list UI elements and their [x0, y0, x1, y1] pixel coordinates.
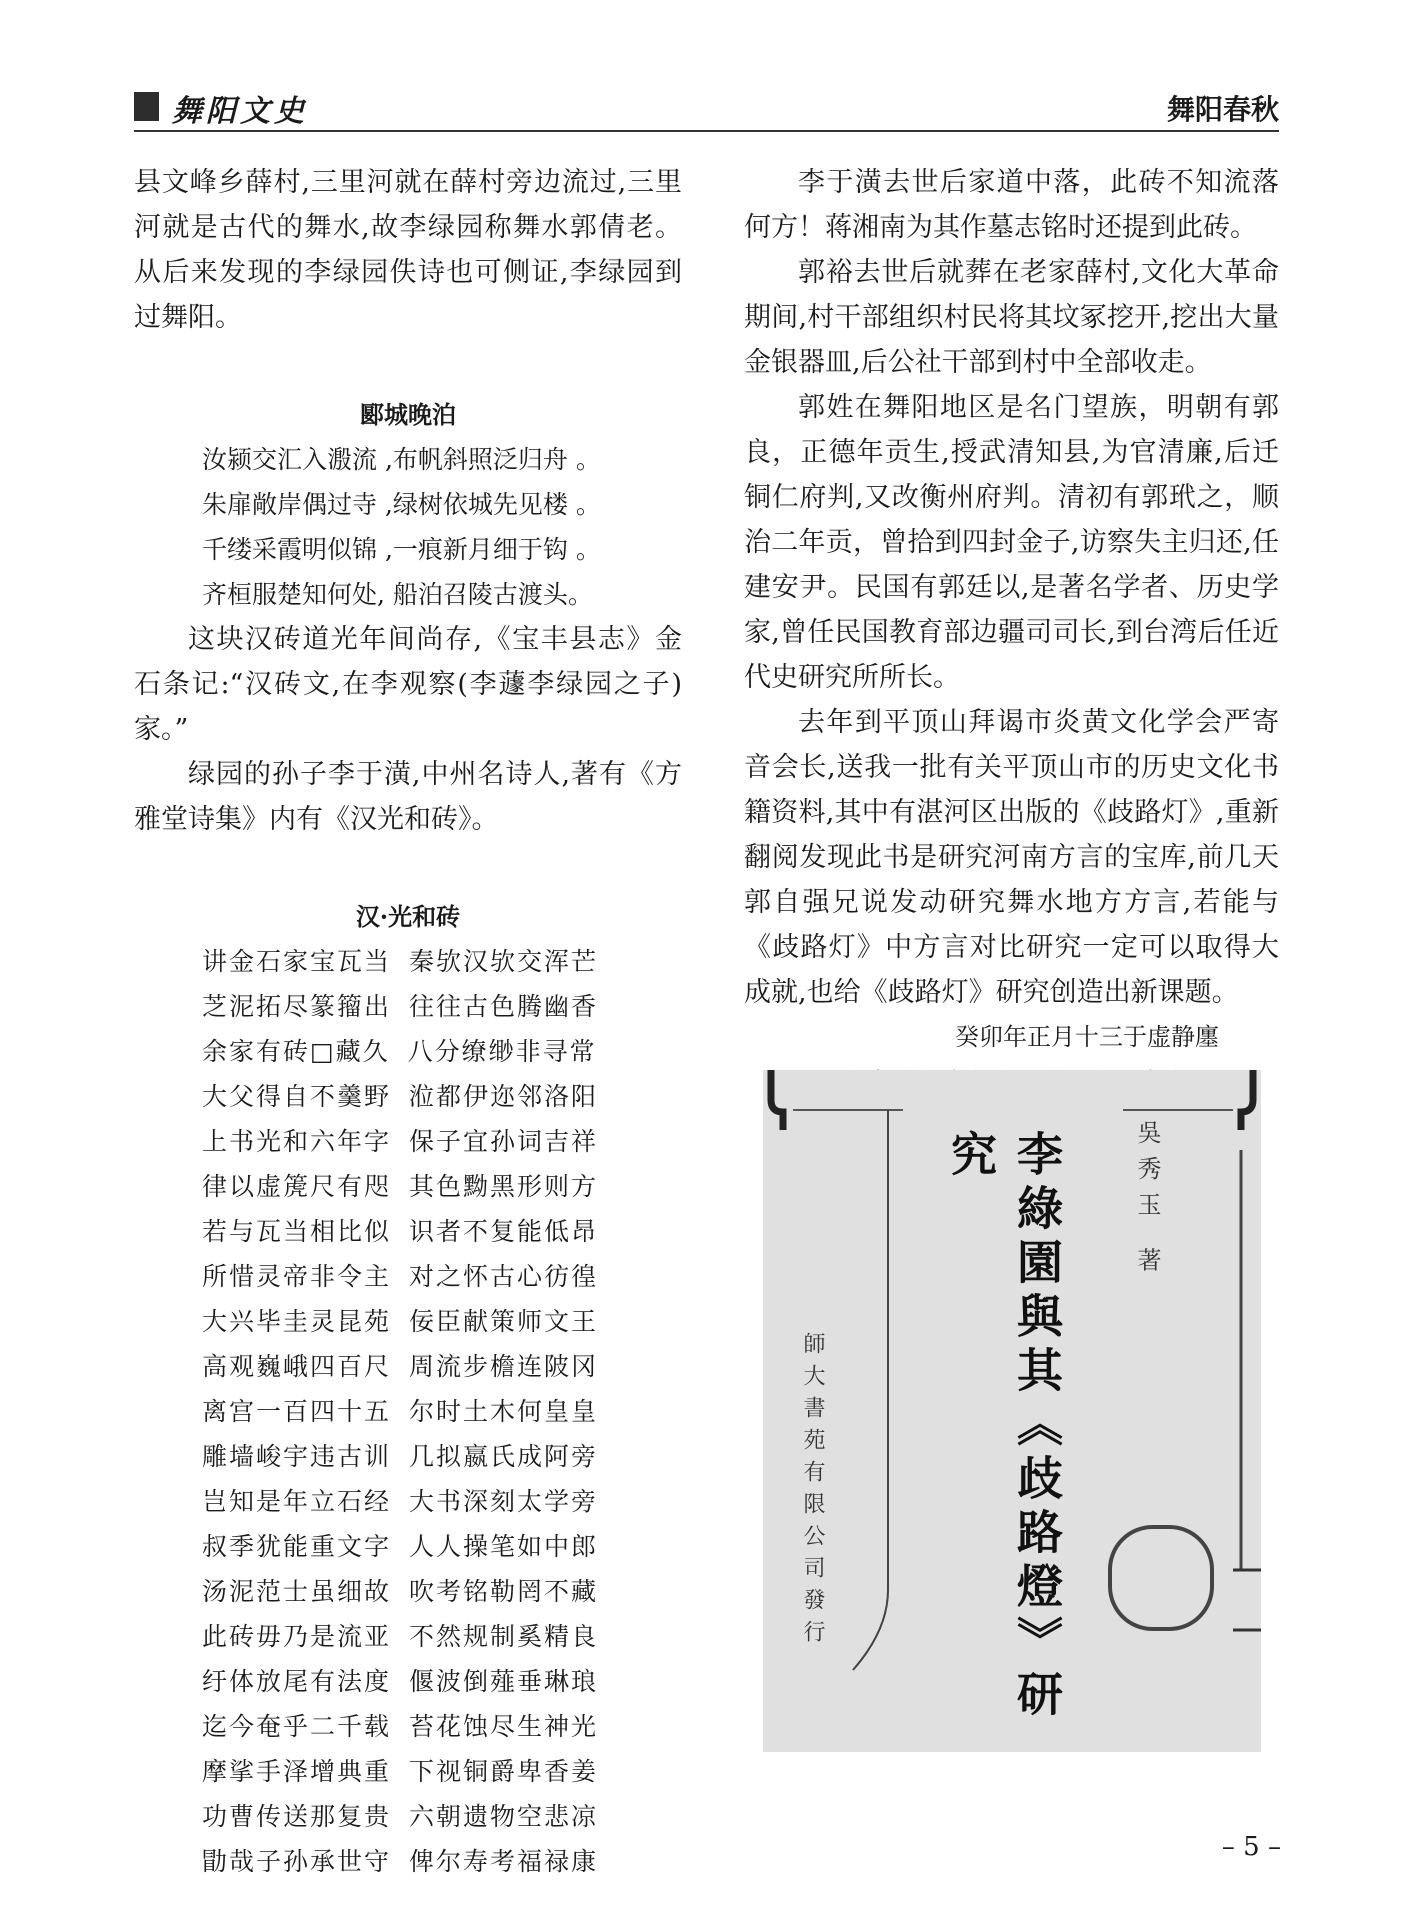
- poem1-line: 千缕采霞明似锦 ,一痕新月细于钩 。: [202, 535, 601, 564]
- poem2-line: [134, 1074, 682, 1119]
- header-rule: [134, 130, 1279, 132]
- poem2-line-second-half: 吹考铭勒罔不藏: [409, 1577, 599, 1606]
- poem2-line-second-half: 尔时土木何皇皇: [409, 1397, 599, 1426]
- poem2-line-second-half: 不然规制奚精良: [409, 1622, 599, 1651]
- intro-paragraph: 县文峰乡薛村,三里河就在薛村旁边流过,三里河就是古代的舞水,故李绿园称舞水郭倩老。从后来发现的李绿园佚诗也可侧证,李绿园到过舞阳。: [134, 167, 682, 333]
- poem2-line-second-half: 八分缭缈非寻常: [407, 1037, 597, 1066]
- poem2-line-second-half: 周流步檐连陂冈: [409, 1352, 599, 1381]
- poem2-line: [134, 1254, 682, 1299]
- paragraph-li-yuhuang: 李于潢去世后家道中落，此砖不知流落何方！蒋湘南为其作墓志铭时还提到此砖。: [744, 167, 1279, 243]
- poem2-line-first-half: 汤泥范士虽细故: [202, 1577, 392, 1606]
- poem2-line: [134, 1479, 682, 1524]
- poem2-line-first-half: 离宫一百四十五: [202, 1397, 392, 1426]
- paragraph-research: 去年到平顶山拜谒市炎黄文化学会严寄音会长,送我一批有关平顶山市的历史文化书籍资料,其中有湛河区出版的《歧路灯》,重新翻阅发现此书是研究河南方言的宝库,前几天郭自强兄说发动研究舞水地方方言,若能与《歧路灯》中方言对比研究一定可以取得大成就,也给《歧路灯》研究创造出新课题。: [744, 707, 1279, 1008]
- poem2-line-first-half: 纡体放尾有法度: [202, 1667, 392, 1696]
- poem2-line-second-half: 苔花蚀尽生神光: [409, 1712, 599, 1741]
- poem2-line-first-half: 岂知是年立石经: [202, 1487, 392, 1516]
- poem2-line-first-half: 上书光和六年字: [202, 1127, 392, 1156]
- poem2-line-second-half: 大书深刻太学旁: [409, 1487, 599, 1516]
- poem1-line: 汝颍交汇入溵流 ,布帆斜照泛归舟 。: [202, 445, 601, 474]
- poem2-line: [134, 1524, 682, 1569]
- poem1-line: 齐桓服楚知何处, 船泊召陵古渡头。: [202, 580, 593, 609]
- poem2-line: [134, 1659, 682, 1704]
- poem2-line: [134, 1749, 682, 1794]
- poem2-line-first-half: 所惜灵帝非令主: [202, 1262, 392, 1291]
- poem2-line: [134, 1794, 682, 1839]
- poem2-line-first-half: 此砖毋乃是流亚: [202, 1622, 392, 1651]
- poem2-line: [134, 1704, 682, 1749]
- poem2-line: [134, 1614, 682, 1659]
- poem2-line: [134, 1434, 682, 1479]
- poem2-line-first-half: 迄今奄乎二千载: [202, 1712, 392, 1741]
- poem2-lines: [134, 939, 682, 1884]
- journal-title: 舞阳文史: [172, 94, 308, 129]
- poem2-line-second-half: 保子宜孙词吉祥: [409, 1127, 599, 1156]
- poem2-line-first-half: 高观巍峨四百尺: [202, 1352, 392, 1381]
- poem2-line-second-half: 秦欤汉欤交浑芒: [409, 947, 599, 976]
- poem2-line-second-half: 识者不复能低昂: [409, 1217, 599, 1246]
- poem2-line-second-half: 人人操笔如中郎: [409, 1532, 599, 1561]
- right-column: [744, 160, 1279, 1105]
- poem2-line-second-half: 佞臣献策师文王: [409, 1307, 599, 1336]
- left-column: [134, 160, 682, 1884]
- book-cover-image: [763, 1070, 1261, 1752]
- poem2-title: 汉·光和砖: [355, 902, 461, 931]
- poem2-line-first-half: 勖哉子孙承世守: [202, 1847, 392, 1876]
- poem2-line-second-half: 下视铜爵卑香姜: [409, 1757, 599, 1786]
- poem1-line: 朱扉敞岸偶过寺 ,绿树依城先见楼 。: [202, 490, 601, 519]
- poem2-line-second-half: 几拟嬴氏成阿旁: [409, 1442, 599, 1471]
- poem2-line-first-half: 大父得自不羹野: [202, 1082, 392, 1111]
- poem2-line: [134, 1029, 682, 1074]
- signature-date: 癸卯年正月十三于虚静廛: [955, 1023, 1219, 1051]
- paragraph-guo-family: 郭姓在舞阳地区是名门望族，明朝有郭良，正德年贡生,授武清知县,为官清廉,后迁铜仁府判,又改衡州府判。清初有郭玳之，顺治二年贡，曾拾到四封金子,访察失主归还,任建安尹。民国有郭廷以,是著名学者、历史学家,曾任民国教育部边疆司司长,到台湾后任近代史研究所所长。: [744, 392, 1279, 693]
- poem2-line-second-half: 涖都伊迩邻洛阳: [409, 1082, 599, 1111]
- poem2-line: [134, 1164, 682, 1209]
- poem2-line: [134, 939, 682, 984]
- poem2-line-second-half: 六朝遗物空悲凉: [409, 1802, 599, 1831]
- poem2-line-second-half: 往往古色腾幽香: [409, 992, 599, 1021]
- poem2-line-first-half: 余家有砖□藏久: [202, 1037, 390, 1066]
- cover-publisher: 師大書苑有限公司發行: [800, 1332, 825, 1652]
- poem2-line-first-half: 讲金石家宝瓦当: [202, 947, 392, 976]
- brick-paragraph: 这块汉砖道光年间尚存,《宝丰县志》金石条记:“汉砖文,在李观察(李蘧李绿园之子)家。”: [134, 624, 682, 745]
- poem2-line: [134, 1209, 682, 1254]
- poem2-line-second-half: 对之怀古心彷徨: [409, 1262, 599, 1291]
- poem2-line-first-half: 叔季犹能重文字: [202, 1532, 392, 1561]
- page-number: – 5 –: [1221, 1832, 1281, 1862]
- poem2-line-second-half: 俾尔寿考福禄康: [409, 1847, 599, 1876]
- poem2-line-first-half: 若与瓦当相比似: [202, 1217, 392, 1246]
- poem2-line-first-half: 律以虚箎尺有咫: [202, 1172, 392, 1201]
- poem2-line-first-half: 雕墙峻宇违古训: [202, 1442, 392, 1471]
- section-title: 舞阳春秋: [1166, 93, 1279, 126]
- poem2-line-first-half: 摩挲手泽增典重: [202, 1757, 392, 1786]
- poem1-title: 郾城晚泊: [360, 400, 456, 429]
- poem2-line: [134, 1389, 682, 1434]
- poem2-line: [134, 1569, 682, 1614]
- author-seal-stamp: [1108, 1525, 1214, 1631]
- poem2-line: [134, 1344, 682, 1389]
- poem2-line: [134, 1839, 682, 1884]
- poem2-line-first-half: 大兴毕圭灵昆苑: [202, 1307, 392, 1336]
- poem2-line-first-half: 芝泥拓尽篆籀出: [202, 992, 392, 1021]
- paragraph-guo-yu: 郭裕去世后就葬在老家薛村,文化大革命期间,村干部组织村民将其坟冢挖开,挖出大量金银器皿,后公社干部到村中全部收走。: [744, 257, 1279, 378]
- header-square-mark: [134, 92, 159, 121]
- poem2-line-second-half: 其色黝黑形则方: [409, 1172, 599, 1201]
- grandson-paragraph: 绿园的孙子李于潢,中州名诗人,著有《方雅堂诗集》内有《汉光和砖》。: [134, 759, 682, 835]
- poem2-line-first-half: 功曹传送那复贵: [202, 1802, 392, 1831]
- poem2-line: [134, 1119, 682, 1164]
- poem2-line: [134, 1299, 682, 1344]
- cover-author: 吳秀玉 著: [1133, 1120, 1161, 1284]
- poem2-line-second-half: 偃波倒薤垂琳琅: [409, 1667, 599, 1696]
- poem2-line: [134, 984, 682, 1029]
- cover-title: 李綠園與其《歧路燈》研究: [944, 1130, 1064, 1724]
